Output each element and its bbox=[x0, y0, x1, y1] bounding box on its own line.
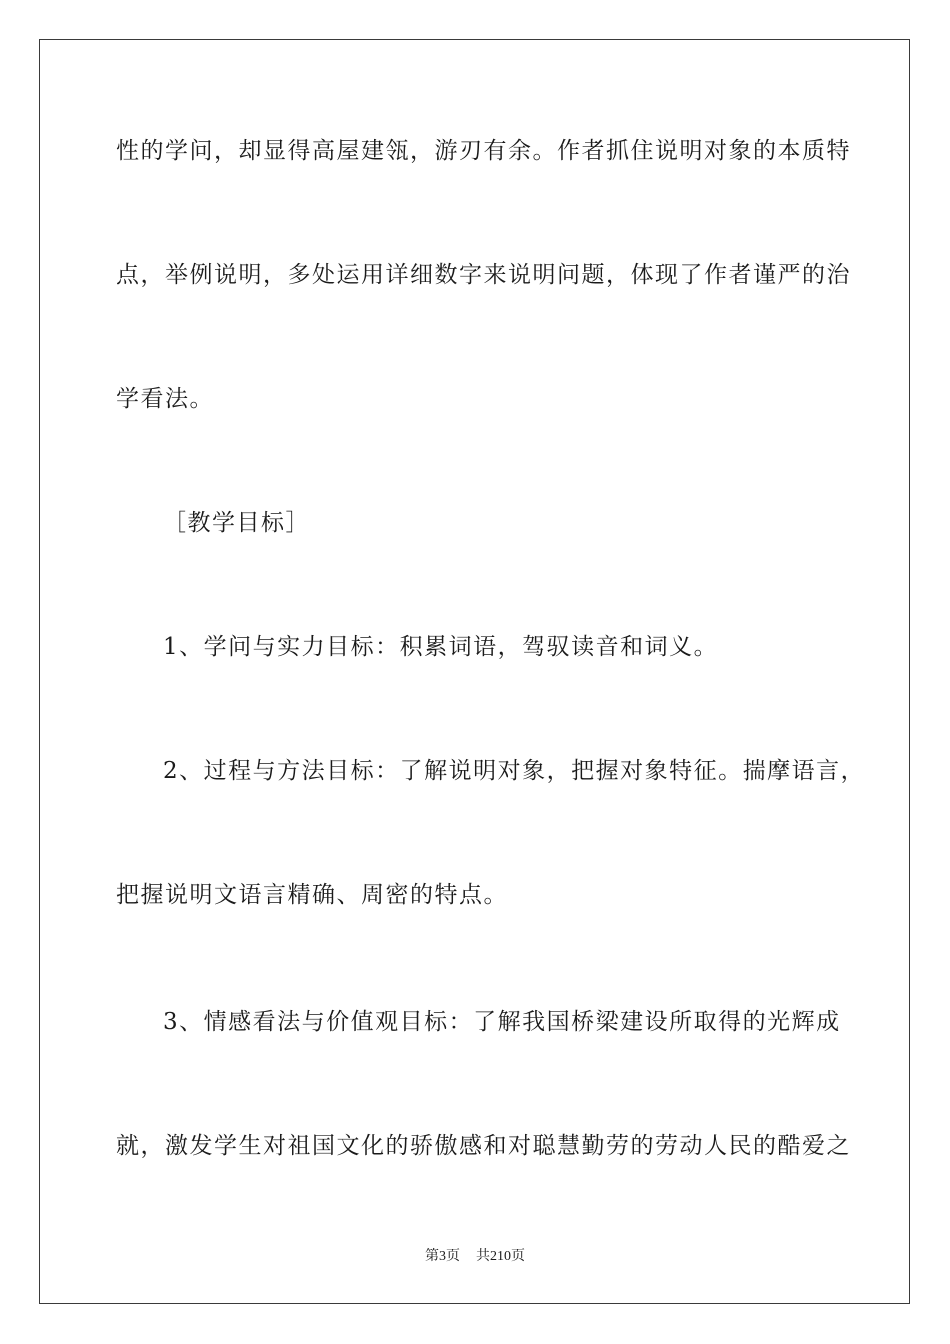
text-line-goal-2: 2、过程与方法目标：了解说明对象，把握对象特征。揣摩语言， bbox=[163, 758, 866, 784]
text-line-2: 点，举例说明，多处运用详细数字来说明问题，体现了作者谨严的治 bbox=[116, 262, 851, 288]
section-heading-teaching-goals: ［教学目标］ bbox=[163, 510, 310, 536]
text-line-3: 学看法。 bbox=[116, 386, 214, 412]
text-line-goal-2-cont: 把握说明文语言精确、周密的特点。 bbox=[116, 882, 508, 908]
text-line-1: 性的学问，却显得高屋建瓴，游刃有余。作者抓住说明对象的本质特 bbox=[116, 138, 851, 164]
text-line-goal-3: 3、情感看法与价值观目标：了解我国桥梁建设所取得的光辉成 bbox=[163, 1009, 841, 1035]
page-footer bbox=[0, 1248, 950, 1266]
page-total: 共210页 bbox=[476, 1249, 525, 1264]
text-line-goal-3-cont: 就，激发学生对祖国文化的骄傲感和对聪慧勤劳的劳动人民的酷爱之 bbox=[116, 1133, 851, 1159]
text-line-goal-1: 1、学问与实力目标：积累词语，驾驭读音和词义。 bbox=[163, 634, 719, 660]
page-number: 第3页 bbox=[425, 1249, 460, 1264]
page-border bbox=[39, 39, 910, 1304]
